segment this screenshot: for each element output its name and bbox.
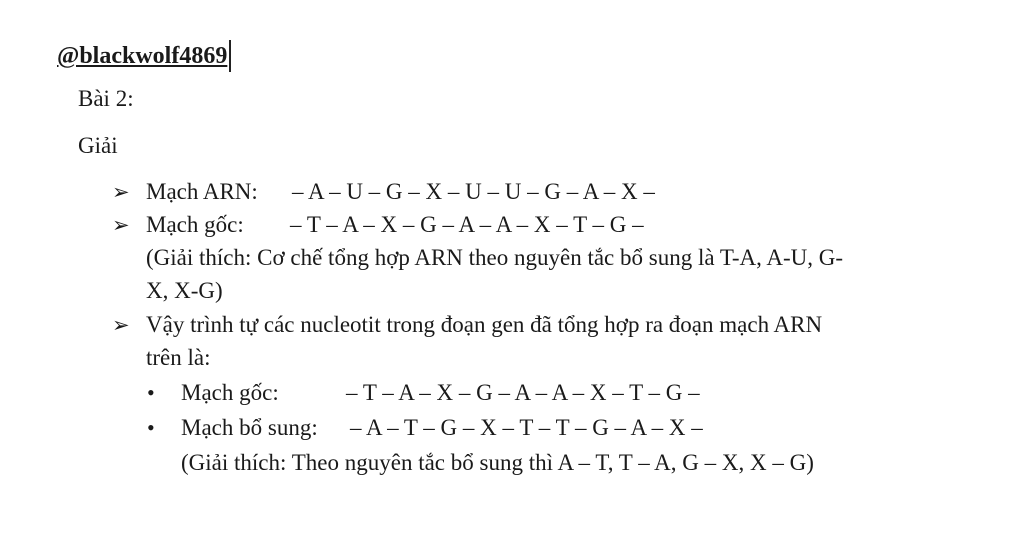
dot-bullet-icon: • (147, 415, 155, 440)
arn-label: Mạch ARN: (146, 179, 258, 204)
dot-bullet-icon: • (147, 380, 155, 405)
sub-template-label: Mạch gốc: (181, 380, 279, 405)
conclusion-text: Vậy trình tự các nucleotit trong đoạn gen đã tổng hợp ra đoạn mạch ARN (146, 312, 823, 337)
username-watermark: @blackwolf4869 (57, 40, 231, 72)
template-strand-sequence: – T – A – X – G – A – A – X – T – G – (290, 212, 644, 237)
complementary-strand-sequence: – A – T – G – X – T – T – G – A – X – (350, 415, 703, 440)
arrow-bullet-icon: ➢ (112, 313, 130, 337)
conclusion-text: trên là: (146, 345, 211, 370)
template-strand-label: Mạch gốc: (146, 212, 244, 237)
explanation-line: X, X-G) (146, 278, 223, 303)
exercise-title: Bài 2: (78, 86, 134, 111)
explanation-line: (Giải thích: Theo nguyên tắc bổ sung thì A – T, T – A, G – X, X – G) (181, 450, 814, 475)
sub-template-sequence: – T – A – X – G – A – A – X – T – G – (346, 380, 700, 405)
explanation-line: (Giải thích: Cơ chế tổng hợp ARN theo nguyên tắc bổ sung là T-A, A-U, G- (146, 245, 843, 270)
arrow-bullet-icon: ➢ (112, 213, 130, 237)
arn-sequence: – A – U – G – X – U – U – G – A – X – (292, 179, 655, 204)
solution-heading: Giải (78, 133, 118, 158)
complementary-strand-label: Mạch bổ sung: (181, 415, 318, 440)
arrow-bullet-icon: ➢ (112, 180, 130, 204)
